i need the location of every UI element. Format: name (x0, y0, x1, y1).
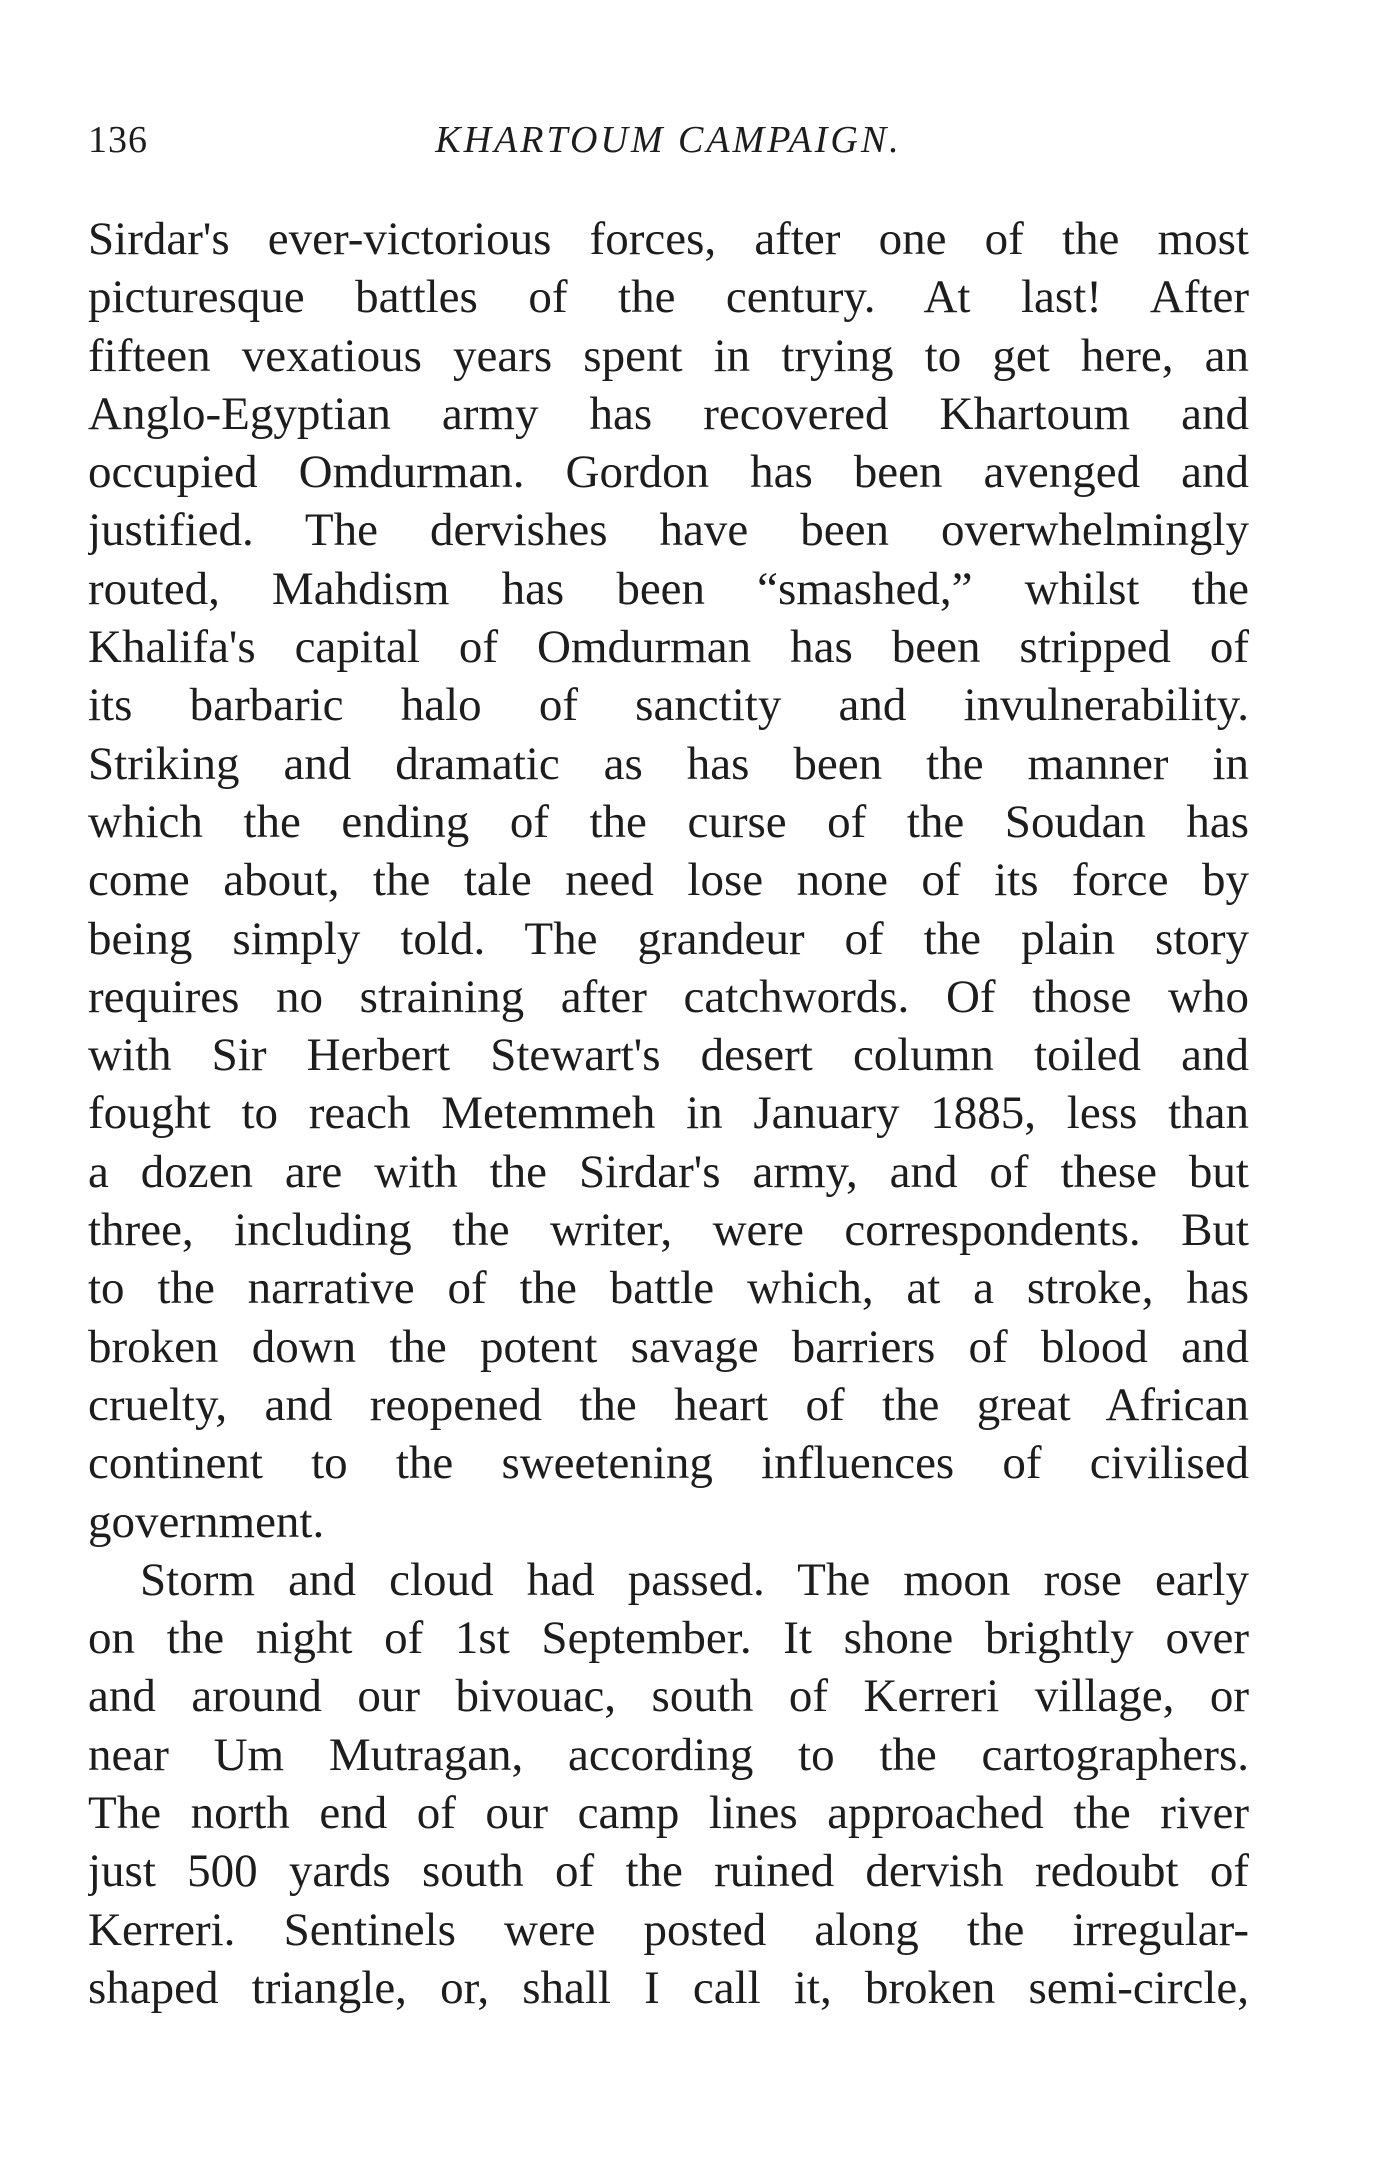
text-line: its barbaric halo of sanctity and invulnerability. (88, 679, 1249, 732)
text-line: Kerreri. Sentinels were posted along the irregular- (88, 1903, 1249, 1956)
body-text (88, 210, 1249, 2017)
text-line: The north end of our camp lines approached the river (88, 1787, 1249, 1840)
text-line: justified. The dervishes have been overwhelmingly (88, 504, 1249, 557)
text-line: occupied Omdurman. Gordon has been avenged and (88, 446, 1249, 499)
text-line: broken down the potent savage barriers of blood and (88, 1320, 1249, 1373)
text-line: cruelty, and reopened the heart of the great African (88, 1378, 1249, 1431)
text-line: Sirdar's ever-victorious forces, after one of the most (88, 213, 1249, 265)
text-line: a dozen are with the Sirdar's army, and of these but (88, 1145, 1249, 1198)
text-line: which the ending of the curse of the Soudan has (88, 795, 1249, 848)
text-line: routed, Mahdism has been “smashed,” whilst the (88, 562, 1249, 615)
text-line: with Sir Herbert Stewart's desert column toiled and (88, 1029, 1249, 1082)
text-line: Striking and dramatic as has been the manner in (88, 737, 1249, 790)
text-line: near Um Mutragan, according to the cartographers. (88, 1728, 1249, 1781)
text-line: and around our bivouac, south of Kerreri village, or (88, 1670, 1249, 1723)
text-line: Khalifa's capital of Omdurman has been stripped of (88, 621, 1249, 674)
page-header (88, 118, 1249, 174)
text-line: to the narrative of the battle which, at a stroke, has (88, 1262, 1249, 1315)
text-line: government. (88, 1495, 325, 1548)
text-line: shaped triangle, or, shall I call it, broken semi-circle, (88, 1961, 1249, 2014)
running-title: KHARTOUM CAMPAIGN. (435, 119, 902, 161)
text-line: fought to reach Metemmeh in January 1885, less than (88, 1087, 1249, 1140)
text-line: requires no straining after catchwords. Of those who (88, 970, 1249, 1023)
text-line: come about, the tale need lose none of its force by (88, 854, 1249, 907)
paragraph-1 (88, 210, 1249, 1551)
text-line: just 500 yards south of the ruined dervish redoubt of (88, 1845, 1249, 1898)
text-line: being simply told. The grandeur of the plain story (88, 912, 1249, 965)
text-line: fifteen vexatious years spent in trying to get here, an (88, 329, 1249, 382)
text-line: Storm and cloud had passed. The moon rose early (140, 1553, 1249, 1606)
text-line: on the night of 1st September. It shone brightly over (88, 1612, 1249, 1665)
text-line: continent to the sweetening influences of civilised (88, 1437, 1249, 1490)
paragraph-2 (88, 1551, 1249, 2017)
text-line: three, including the writer, were correspondents. But (88, 1204, 1249, 1257)
text-line: picturesque battles of the century. At last! After (88, 271, 1249, 324)
page-number: 136 (88, 119, 148, 161)
text-line: Anglo-Egyptian army has recovered Khartoum and (88, 387, 1249, 440)
